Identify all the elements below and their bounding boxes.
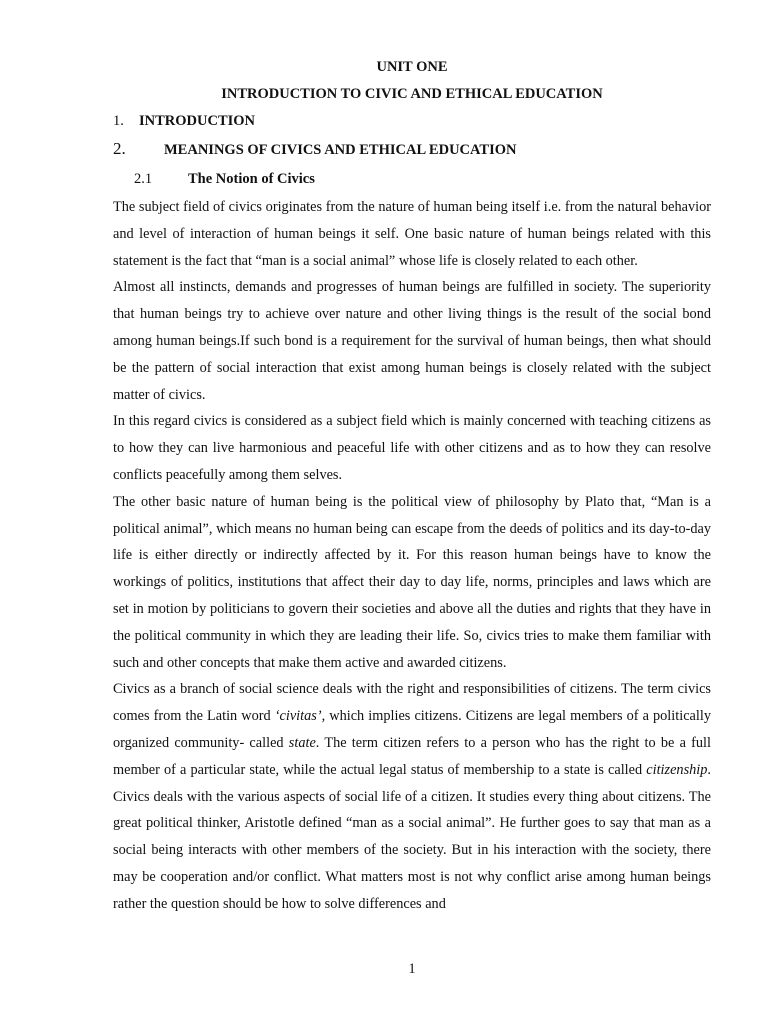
- paragraph: In this regard civics is considered as a subject field which is mainly concerned with teaching citizens as to how they can live harmonious and peaceful life with other citizens and as to how they can resolve conflicts peacefully among them selves.: [113, 413, 711, 483]
- page-number: 1: [408, 961, 416, 977]
- paragraph: [113, 676, 711, 917]
- emphasis-citizenship: citizenship: [646, 761, 708, 778]
- text-segment: . Civics deals with the various aspects of social life of a citizen. It studies every thing about citizens. The great political thinker, Aristotle defined “man as a social animal”. He further goes to say that man as a social being interacts with other members of the society. But in his interaction with the society, there may be cooperation and/or conflict. What matters most is not why conflict arise among human beings rather the question should be how to solve differences and: [113, 761, 711, 912]
- paragraph: The other basic nature of human being is the political view of philosophy by Plato that, “Man is a political animal”, which means no human being can escape from the deeds of politics and its day-to-day life is either directly or indirectly affected by it. For this reason human beings have to know the workings of politics, institutions that affect their day to day life, norms, principles and laws which are set in motion by politicians to govern their societies and above all the duties and rights that they have in the political community in which they are leading their life. So, civics tries to make them familiar with such and other concepts that make them active and awarded citizens.: [113, 493, 711, 671]
- subsection-title: The Notion of Civics: [188, 171, 315, 187]
- body-text: [113, 194, 711, 918]
- section-heading-introduction: [113, 112, 255, 130]
- unit-title: UNIT ONE: [376, 59, 448, 75]
- subsection-heading-notion-of-civics: [134, 170, 315, 188]
- text-segment: . The term citizen refers to a person who has the right to be a full member of a particular state, while the actual legal status of membership to a state is called: [113, 734, 711, 778]
- emphasis-state: state: [288, 734, 316, 751]
- section-heading-meanings: [113, 140, 516, 159]
- paragraph: The subject field of civics originates from the nature of human being itself i.e. from the natural behavior and level of interaction of human beings it self. One basic nature of human beings related with this statement is the fact that “man is a social animal” whose life is closely related to each other.: [113, 199, 711, 269]
- subsection-number: 2.1: [134, 171, 153, 187]
- section-number: 2.: [113, 139, 126, 158]
- text-segment: Civics as a branch of social science deals with the right and responsibilities of citizens. The term civics comes from the Latin word: [113, 681, 711, 725]
- text-segment: which implies citizens. Citizens are legal members of a politically organized community- called: [113, 708, 711, 751]
- paragraph: Almost all instincts, demands and progresses of human beings are fulfilled in society. The superiority that human beings try to achieve over nature and other living things is the result of the social bond among human beings.If such bond is a requirement for the survival of human beings, then what should be the pattern of social interaction that exist among human beings is closely related with the subject matter of civics.: [113, 279, 711, 403]
- unit-subtitle: INTRODUCTION TO CIVIC AND ETHICAL EDUCATION: [221, 86, 603, 102]
- emphasis-civitas: ‘civitas’,: [274, 708, 326, 725]
- section-title: INTRODUCTION: [139, 113, 256, 129]
- section-title: MEANINGS OF CIVICS AND ETHICAL EDUCATION: [164, 142, 517, 158]
- section-number: 1.: [113, 113, 124, 129]
